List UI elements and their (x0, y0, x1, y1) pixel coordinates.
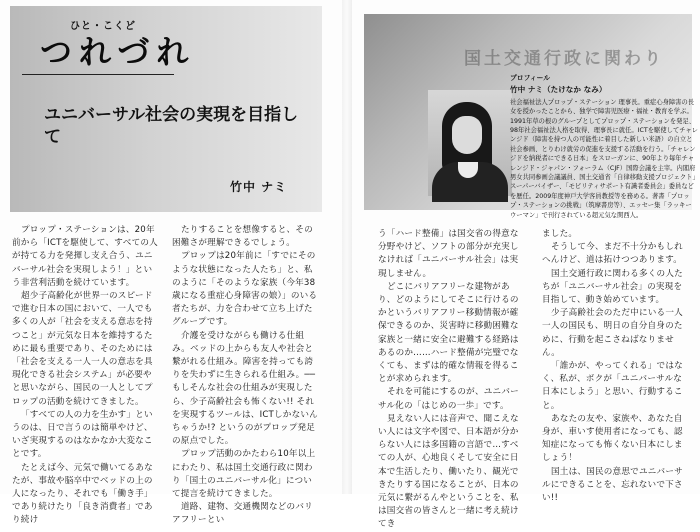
body-column-4 (542, 228, 688, 504)
paragraph: 「すべての人の力を生かす」というのは、日で言うのは簡単やけど、いざ実現するのはなかなか大変なことです。 (12, 409, 153, 460)
paragraph: 少子高齢社会のただ中にいる一人一人の国民も、明日の自分自身のために、行動を起こさねばなりません。 (542, 308, 683, 358)
profile-name: 竹中 ナミ（たけなか なみ） (510, 85, 607, 95)
series-ruby: ひと・こくど (70, 21, 136, 32)
series-title: つれづれ (40, 33, 196, 71)
paragraph: プロップは20年前に「すでにそのような状態になった人たち」と、私のように「そのような家族（今年38歳になる重症心身障害の娘）」のいる者たちが、力を合わせて立ち上げたグループです。 (172, 251, 318, 328)
paragraph: そうして今、まだ不十分かもしれへんけど、道は拓けつつあります。 (542, 242, 683, 266)
author-photo (428, 90, 512, 196)
profile-box (510, 74, 698, 220)
page-gutter (342, 0, 352, 494)
paragraph: う「ハード整備」は国交省の得意な分野やけど、ソフトの部分が充実しなければ「ユニバーサル社会」は実現しません。 (378, 229, 519, 279)
paragraph: 見えない人には音声で、聞こえない人には文字や図で、日本語が分からない人には多国籍の言語で…すべての人が、心地良くそして安全に日本で生活したり、働いたり、観光できたりする国になることが、日本の元気に繋がるんやということを、私は国交省の皆さんと一緒に考え続けてき (378, 413, 519, 530)
paragraph: 介護を受けながらも働ける仕組み。ベッドの上からも友人や社会と繋がれる仕組み。障害を持っても誇りを失わずに生きられる仕組み。──もしそんな社会の仕組みが実現したら、少子高齢社会も怖くない!! それを実現するツールは、ICTしかないんちゃうか!? というのがプロップ発足の原点でした。 (172, 330, 318, 447)
paragraph: たりすることを想像すると、その困難さが理解できるでしょう。 (172, 225, 313, 249)
article-title: ユニバーサル社会の実現を目指して (44, 105, 299, 147)
portrait-face (452, 116, 482, 154)
paragraph: あなたの友や、家族や、あなた自身が、車いす使用者になっても、認知症になっても怖くない日本にしましょう！ (542, 413, 683, 464)
paragraph: ました。 (542, 229, 578, 239)
paragraph: たとえば今、元気で働いてるあなたが、事故や脳卒中でベッドの上の人になったり、それでも「働き手」であり続けたり「良き消費者」であり続け (12, 462, 153, 526)
body-column-3 (378, 228, 524, 530)
title-underline (22, 74, 174, 75)
paragraph: 超少子高齢化が世界一のスピードで進む日本の国において、一人でも多くの人が「社会を支える意志を持つこと」が元気な日本を維持するために最も重要であり、そのためには「社会を支える一人一人の意志を具現化できる社会システム」が必要やと思いながら、国民の一人としてプロップの活動を続けてきました。 (12, 291, 153, 407)
profile-heading: プロフィール (510, 74, 551, 82)
background-text: 国土交通行政に関わり (464, 49, 664, 69)
paragraph: どこにバリアフリーな建物があり、どのようにしてそこに行けるのかというバリアフリー移動情報が確保できるのか、災害時に移動困難な家族と一緒に安全に避難する経路はあるのか……ハード整備が完璧でなくても、まずは的確な情報を得ることが求められます。 (378, 281, 519, 385)
profile-text: 社会福祉法人プロップ・ステーション 理事長。重症心身障害の長女を授かったことから、独学で障害児医療・福祉・教育を学ぶ。1991年草の根のグループとしてプロップ・ステーションを発足、98年社会福祉法人格を取得、理事長に就任。ICTを駆使してチャレンジド（障害を持つ人の可能性に着目した新しい米語）の自立と社会参画、とりわけ就労の促進を支援する活動を行う。「チャレンジドを納税者にできる日本」をスローガンに、90年より毎年チャレンジド・ジャパン・フォーラム（CJF）国際会議を主宰。内閣府男女共同参画会議議員、国土交通省「自律移動支援プロジェクト」スーパーバイザー、「モビリティサポート有識者委員会」委員などを歴任。2009年度神戸大学客員教授等を務める。著書「プロップ・ステーションの挑戦」（筑摩書房等）、エッセー集「ラッキーウーマン」で刊行されている超元気な関西人。 (510, 98, 698, 219)
paragraph: 国土交通行政に関わる多くの人たちが「ユニバーサル社会」の実現を目指して、動き始めています。 (542, 268, 683, 306)
paragraph: 国土は、国民の意思でユニバーサルにできることを、忘れないで下さい!! (542, 466, 683, 504)
paragraph: プロップ活動のかたわら10年以上にわたり、私は国土交通行政に関わり「国土のユニバーサル化」について提言を続けてきました。 (172, 449, 316, 500)
photo-panel (364, 14, 698, 219)
left-page (0, 0, 342, 526)
paragraph: それを可能にするのが、ユニバーサル化の「はじめの一歩」です。 (378, 387, 519, 411)
body-column-2 (172, 224, 318, 526)
paragraph: プロップ・ステーションは、20年前から「ICTを駆使して、すべての人が持てる力を発揮し支え合う、ユニバーサル社会を実現しよう！」という非営利活動を続けています。 (12, 225, 158, 288)
author-name: 竹中 ナミ (230, 180, 288, 194)
body-column-1 (12, 224, 158, 526)
right-page (352, 0, 700, 530)
title-header-box (10, 6, 322, 212)
paragraph: 「誰かが、やってくれる」ではなく、私が、ボクが「ユニバーサルな日本にしよう」と思い、行動すること。 (542, 361, 683, 411)
paragraph: 道路、建物、交通機関などのバリアフリーとい (172, 502, 313, 526)
